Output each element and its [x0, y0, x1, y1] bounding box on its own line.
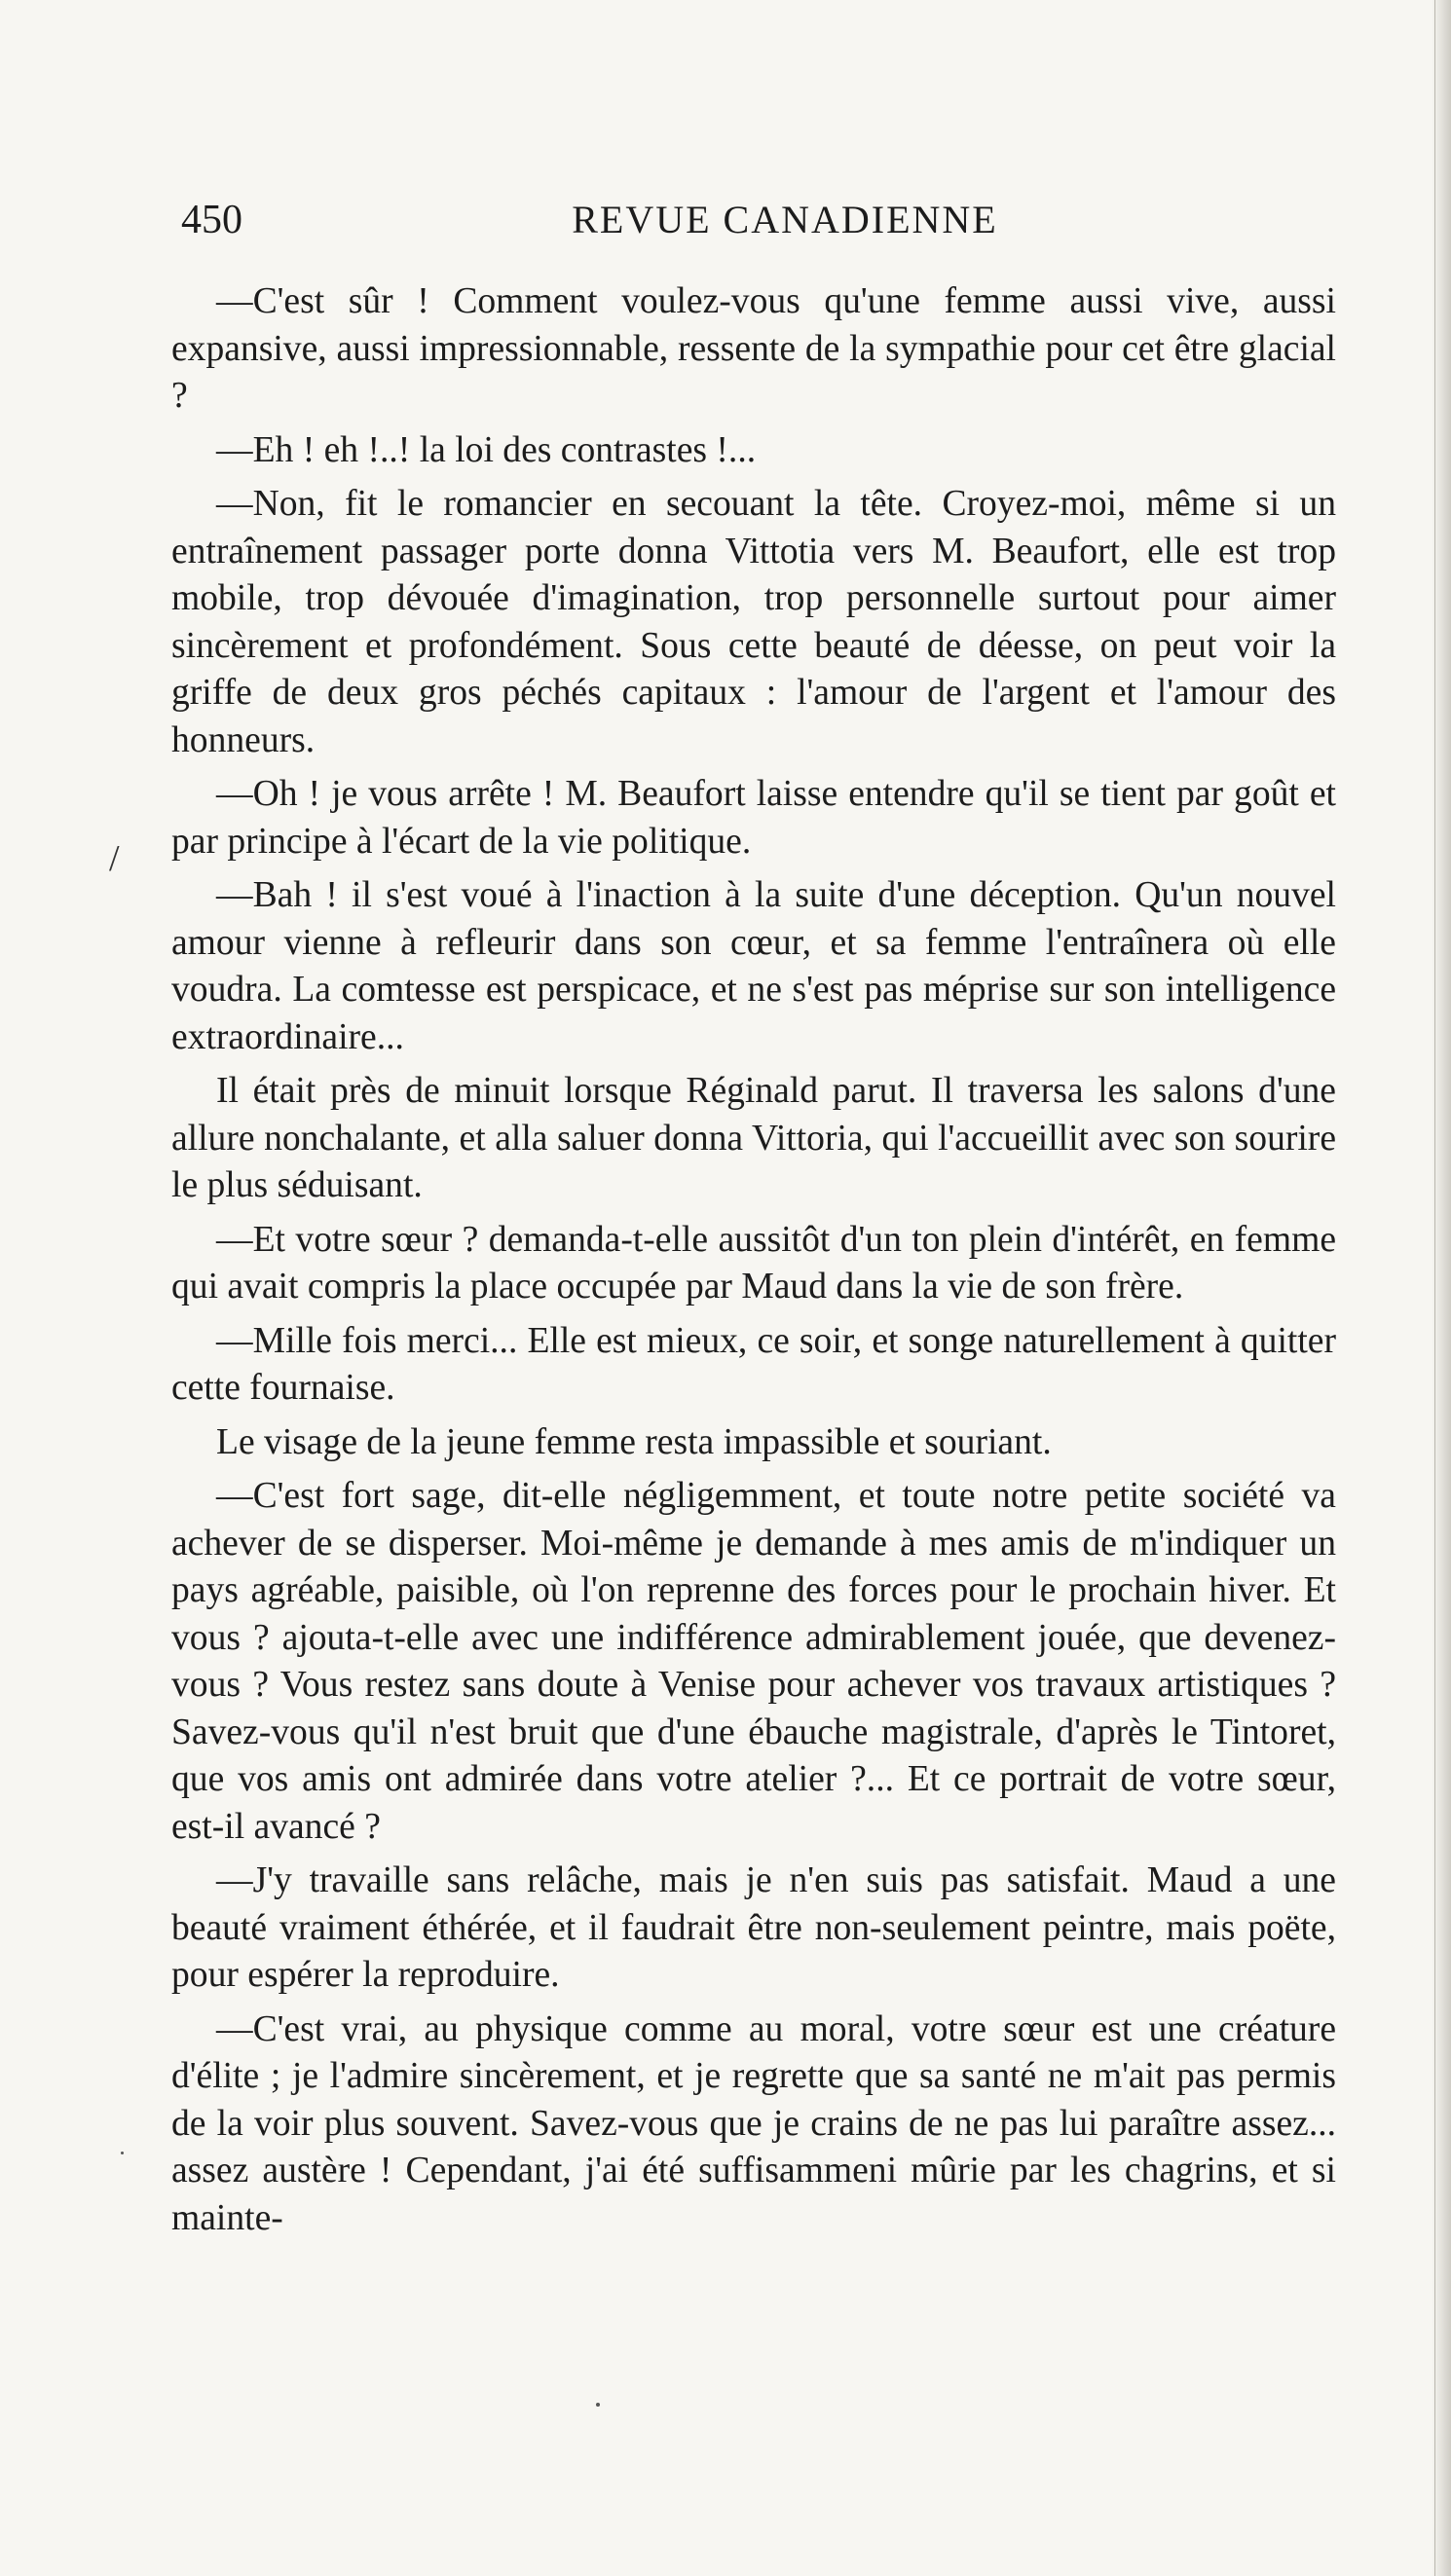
paragraph: —Non, fit le romancier en secouant la tête. Croyez-moi, même si un entraînement passager porte donna Vittotia vers M. Beaufort, elle est trop mobile, trop dévouée d'imagination, trop personnelle surtout pour aimer sincèrement et profondément. Sous cette beauté de déesse, on peut voir la griffe de deux gros péchés capitaux : l'amour de l'argent et l'amour des honneurs.: [171, 484, 1336, 760]
page-number: 450: [181, 198, 242, 242]
running-title: REVUE CANADIENNE: [572, 198, 998, 241]
page-edge-line: [1434, 0, 1435, 2576]
paragraph: —C'est sûr ! Comment voulez-vous qu'une femme aussi vive, aussi expansive, aussi impressionnable, ressente de la sympathie pour cet être glacial ?: [171, 281, 1336, 416]
paragraph: Le visage de la jeune femme resta impassible et souriant.: [216, 1421, 1052, 1462]
paragraph: —C'est vrai, au physique comme au moral, votre sœur est une créature d'élite ; je l'admire sincèrement, et je regrette que sa santé ne m'ait pas permis de la voir plus souvent. Savez-vous que je crains de ne pas lui paraître assez... assez austère ! Cependant, j'ai été suffisammeni mûrie par les chagrins, et si mainte-: [171, 2008, 1336, 2238]
paragraph: Il était près de minuit lorsque Réginald parut. Il traversa les salons d'une allure nonchalante, et alla saluer donna Vittoria, qui l'accueillit avec son sourire le plus séduisant.: [171, 1071, 1336, 1205]
body-text: [171, 278, 1336, 2249]
paragraph: —Bah ! il s'est voué à l'inaction à la suite d'une déception. Qu'un nouvel amour vienne à refleurir dans son cœur, et sa femme l'entraînera où elle voudra. La comtesse est perspicace, et ne s'est pas méprise sur son intelligence extraordinaire...: [171, 875, 1336, 1057]
paragraph: —Eh ! eh !..! la loi des contrastes !...: [216, 429, 757, 470]
paragraph: —J'y travaille sans relâche, mais je n'en suis pas satisfait. Maud a une beauté vraiment éthérée, et il faudrait être non-seulement peintre, mais poëte, pour espérer la reproduire.: [171, 1860, 1336, 1995]
page-header: [181, 191, 1330, 249]
margin-mark: /: [109, 838, 120, 879]
paragraph: —C'est fort sage, dit-elle négligemment, et toute notre petite société va achever de se disperser. Moi-même je demande à mes amis de m'indiquer un pays agréable, paisible, où l'on reprenne des forces pour le prochain hiver. Et vous ? ajouta-t-elle avec une indifférence admirablement jouée, que devenez-vous ? Vous restez sans doute à Venise pour achever vos travaux artistiques ? Savez-vous qu'il n'est bruit que d'une ébauche magistrale, d'après le Tintoret, que vos amis ont admirée dans votre atelier ?... Et ce portrait de votre sœur, est-il avancé ?: [171, 1476, 1336, 1847]
ink-speck: [596, 2403, 600, 2407]
paragraph: —Oh ! je vous arrête ! M. Beaufort laisse entendre qu'il se tient par goût et par principe à l'écart de la vie politique.: [171, 774, 1336, 862]
paragraph: —Mille fois merci... Elle est mieux, ce soir, et songe naturellement à quitter cette fournaise.: [171, 1320, 1336, 1408]
paragraph: —Et votre sœur ? demanda-t-elle aussitôt d'un ton plein d'intérêt, en femme qui avait compris la place occupée par Maud dans la vie de son frère.: [171, 1219, 1336, 1306]
ink-speck: [121, 2152, 124, 2154]
